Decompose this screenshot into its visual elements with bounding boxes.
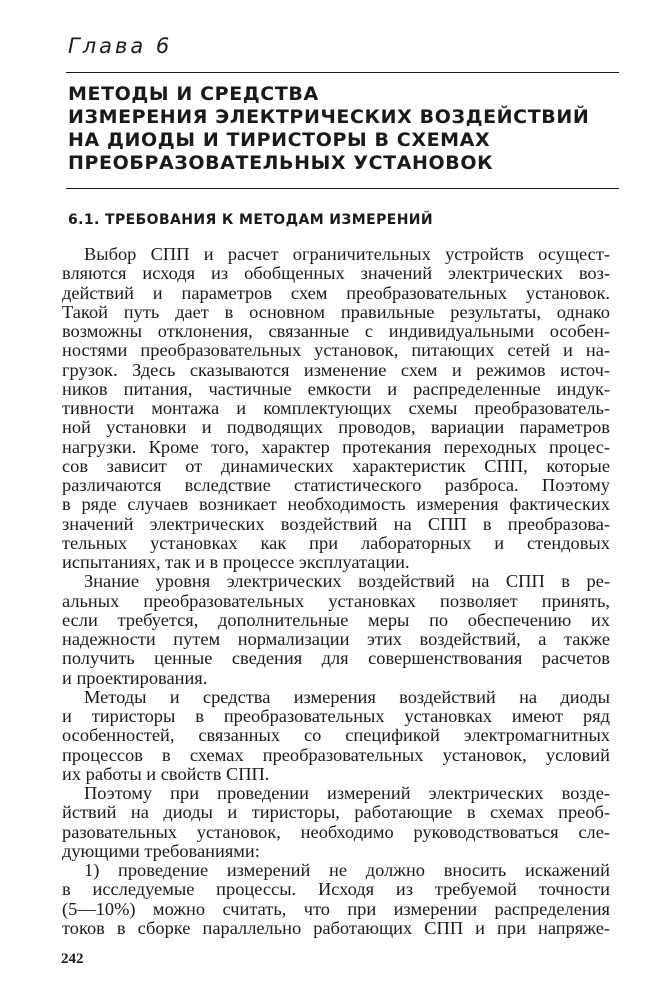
text-line: действий и параметров схем преобразовательных установок.	[62, 282, 610, 303]
text-line: если требуется, дополнительные меры по обеспечению их	[62, 609, 610, 630]
text-line: испытаниях, так и в процессе эксплуатации.	[62, 552, 410, 572]
text-line: и проектирования.	[62, 667, 208, 688]
text-line: ной установки и подводящих проводов, вариации параметров	[62, 417, 610, 438]
chapter-title-line: ИЗМЕРЕНИЯ ЭЛЕКТРИЧЕСКИХ ВОЗДЕЙСТВИЙ	[68, 106, 590, 128]
text-line: Поэтому при проведении измерений электрических возде-	[84, 783, 610, 803]
chapter-title-rule-top	[66, 72, 619, 73]
chapter-title	[68, 83, 628, 175]
chapter-title-line: ПРЕОБРАЗОВАТЕЛЬНЫХ УСТАНОВОК	[68, 152, 494, 174]
text-line: их работы и свойств СПП.	[62, 763, 270, 784]
text-line: тельных установках как при лабораторных и стендовых	[62, 532, 610, 553]
section-heading: 6.1. ТРЕБОВАНИЯ К МЕТОДАМ ИЗМЕРЕНИЙ	[68, 212, 434, 228]
text-line: сов зависит от динамических характеристик СПП, которые	[62, 455, 610, 476]
text-line: 1) проведение измерений не должно вносить искажений	[84, 860, 610, 880]
text-line: Знание уровня электрических воздействий на СПП в ре-	[84, 571, 610, 592]
page-number: 242	[61, 951, 84, 967]
body-text	[62, 245, 610, 938]
text-line: надежности путем нормализации этих воздействий, а также	[62, 629, 610, 649]
text-line: токов в сборке параллельно работающих СПП и при напряже-	[62, 917, 610, 938]
text-line: нагрузки. Кроме того, характер протекания переходных процес-	[62, 436, 610, 457]
chapter-title-line: МЕТОДЫ И СРЕДСТВА	[68, 83, 319, 105]
text-line: Выбор СПП и расчет ограничительных устройств осущест-	[84, 244, 610, 264]
chapter-title-line: НА ДИОДЫ И ТИРИСТОРЫ В СХЕМАХ	[68, 129, 491, 151]
chapter-label: Глава 6	[68, 34, 173, 58]
text-line: Методы и средства измерения воздействий на диоды	[84, 686, 610, 707]
text-line: грузок. Здесь сказываются изменение схем и режимов источ-	[62, 359, 610, 380]
chapter-title-rule-bottom	[66, 188, 619, 189]
text-line: процессов в схемах преобразовательных установок, условий	[62, 744, 610, 765]
text-line: (5—10%) можно считать, что при измерении распределения	[62, 898, 610, 919]
text-line: Такой путь дает в основном правильные результаты, однако	[62, 301, 610, 322]
text-line: йствий на диоды и тиристоры, работающие в схемах преоб-	[62, 802, 610, 823]
text-line: особенностей, связанных со спецификой электромагнитных	[62, 725, 610, 746]
text-line: альных преобразовательных установках позволяет принять,	[62, 590, 610, 611]
text-line: в исследуемые процессы. Исходя из требуемой точности	[62, 879, 610, 900]
text-line: значений электрических воздействий на СПП в преобразова-	[62, 513, 610, 534]
text-line: дующими требованиями:	[62, 840, 260, 861]
text-line: в ряде случаев возникает необходимость измерения фактических	[62, 494, 610, 515]
text-line: разовательных установок, необходимо руководствоваться сле-	[62, 821, 610, 842]
text-line: различаются вследствие статистического разброса. Поэтому	[62, 475, 610, 495]
text-line: вляются исходя из обобщенных значений электрических воз-	[62, 263, 610, 284]
text-line: тивности монтажа и комплектующих схемы преобразователь-	[62, 398, 610, 418]
text-line: и тиристоры в преобразовательных установках имеют ряд	[62, 706, 610, 726]
text-line: получить ценные сведения для совершенствования расчетов	[62, 648, 610, 669]
text-line: ников питания, частичные емкости и распределенные индук-	[62, 378, 610, 399]
text-line: ностями преобразовательных установок, питающих сетей и на-	[62, 340, 610, 361]
text-line: возможны отклонения, связанные с индивидуальными особен-	[62, 321, 610, 341]
